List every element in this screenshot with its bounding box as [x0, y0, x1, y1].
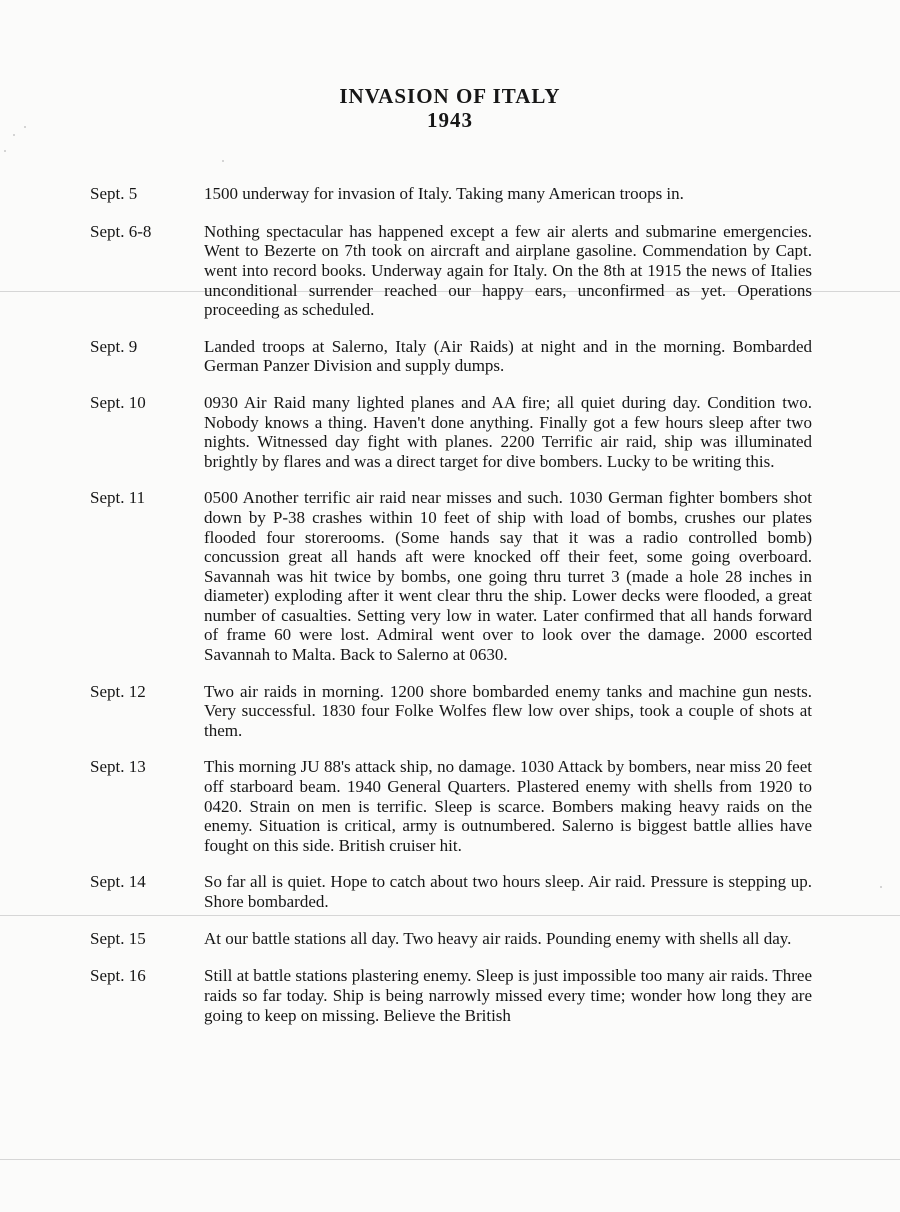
diary-entry	[90, 222, 812, 320]
diary-entry	[90, 184, 812, 205]
diary-entries	[90, 184, 812, 1042]
entry-text: Two air raids in morning. 1200 shore bombarded enemy tanks and machine gun nests. Very successful. 1830 four Folke Wolfes flew low over ships, took a couple of shots at them.	[204, 681, 812, 740]
diary-entry	[90, 929, 812, 950]
scan-speck	[4, 150, 6, 152]
diary-entry	[90, 393, 812, 471]
entry-text: 1500 underway for invasion of Italy. Taking many American troops in.	[204, 184, 684, 203]
entry-text: 0500 Another terrific air raid near misses and such. 1030 German fighter bombers shot down by P-38 crashes within 10 feet of ship with load of bombs, crushes our plates flooded four storerooms. (Some hands say that it was a radio controlled bomb) concussion great all hands aft were knocked off their feet, some going overboard. Savannah was hit twice by bombs, one going thru turret 3 (made a hole 28 inches in diameter) exploding after it went clear thru the ship. Lower decks were flooded, a great number of casualties. Setting very low in water. Later confirmed that all hands forward of frame 60 were lost. Admiral went over to look over the damage. 2000 escorted Savannah to Malta. Back to Salerno at 0630.	[204, 488, 812, 665]
entry-date: Sept. 10	[90, 392, 146, 412]
entry-date: Sept. 16	[90, 966, 146, 986]
entry-date: Sept. 6-8	[90, 221, 152, 241]
entry-date: Sept. 14	[90, 872, 146, 892]
entry-date: Sept. 11	[90, 488, 146, 508]
entry-text: Nothing spectacular has happened except a few air alerts and submarine emergencies. Went to Bezerte on 7th took on aircraft and airplane gasoline. Commendation by Capt. went into record books. Underway again for Italy. On the 8th at 1915 the news of Italies unconditional surrender reached our happy ears, unconfirmed as yet. Operations proceeding as scheduled.	[204, 221, 812, 320]
diary-entry	[90, 337, 812, 376]
scan-speck	[222, 160, 224, 162]
entry-date: Sept. 13	[90, 757, 146, 777]
scan-speck	[880, 886, 882, 888]
scan-speck	[13, 134, 15, 136]
entry-text: This morning JU 88's attack ship, no damage. 1030 Attack by bombers, near miss 20 feet off starboard beam. 1940 General Quarters. Plastered enemy with shells from 1920 to 0420. Strain on men is terrific. Sleep is scarce. Bombers making heavy raids on the enemy. Situation is critical, army is outnumbered. Salerno is biggest battle allies have fought on this side. British cruiser hit.	[204, 757, 812, 855]
diary-entry	[90, 682, 812, 741]
title-line-1: INVASION OF ITALY	[339, 84, 561, 108]
diary-entry	[90, 966, 812, 1025]
entry-date: Sept. 15	[90, 928, 146, 948]
title-line-2: 1943	[427, 108, 473, 132]
entry-text: Still at battle stations plastering enemy. Sleep is just impossible too many air raids. Three raids so far today. Ship is being narrowly missed every time; wonder how long they are going to keep on missing. Believe the British	[204, 966, 812, 1025]
diary-entry	[90, 872, 812, 911]
scan-line	[0, 1159, 900, 1160]
entry-text: So far all is quiet. Hope to catch about two hours sleep. Air raid. Pressure is stepping up. Shore bombarded.	[204, 872, 812, 912]
document-title	[0, 84, 900, 132]
diary-entry	[90, 488, 812, 664]
diary-entry	[90, 757, 812, 855]
entry-date: Sept. 5	[90, 184, 138, 203]
entry-text: 0930 Air Raid many lighted planes and AA fire; all quiet during day. Condition two. Nobody knows a thing. Haven't done anything. Finally got a few hours sleep after two nights. Witnessed day fight with planes. 2200 Terrific air raid, ship was illuminated brightly by flares and was a direct target for dive bombers. Lucky to be writing this.	[204, 392, 812, 471]
entry-date: Sept. 9	[90, 336, 138, 356]
entry-text: Landed troops at Salerno, Italy (Air Raids) at night and in the morning. Bombarded German Panzer Division and supply dumps.	[204, 336, 812, 376]
entry-text: At our battle stations all day. Two heavy air raids. Pounding enemy with shells all day.	[204, 928, 792, 948]
entry-date: Sept. 12	[90, 681, 146, 701]
